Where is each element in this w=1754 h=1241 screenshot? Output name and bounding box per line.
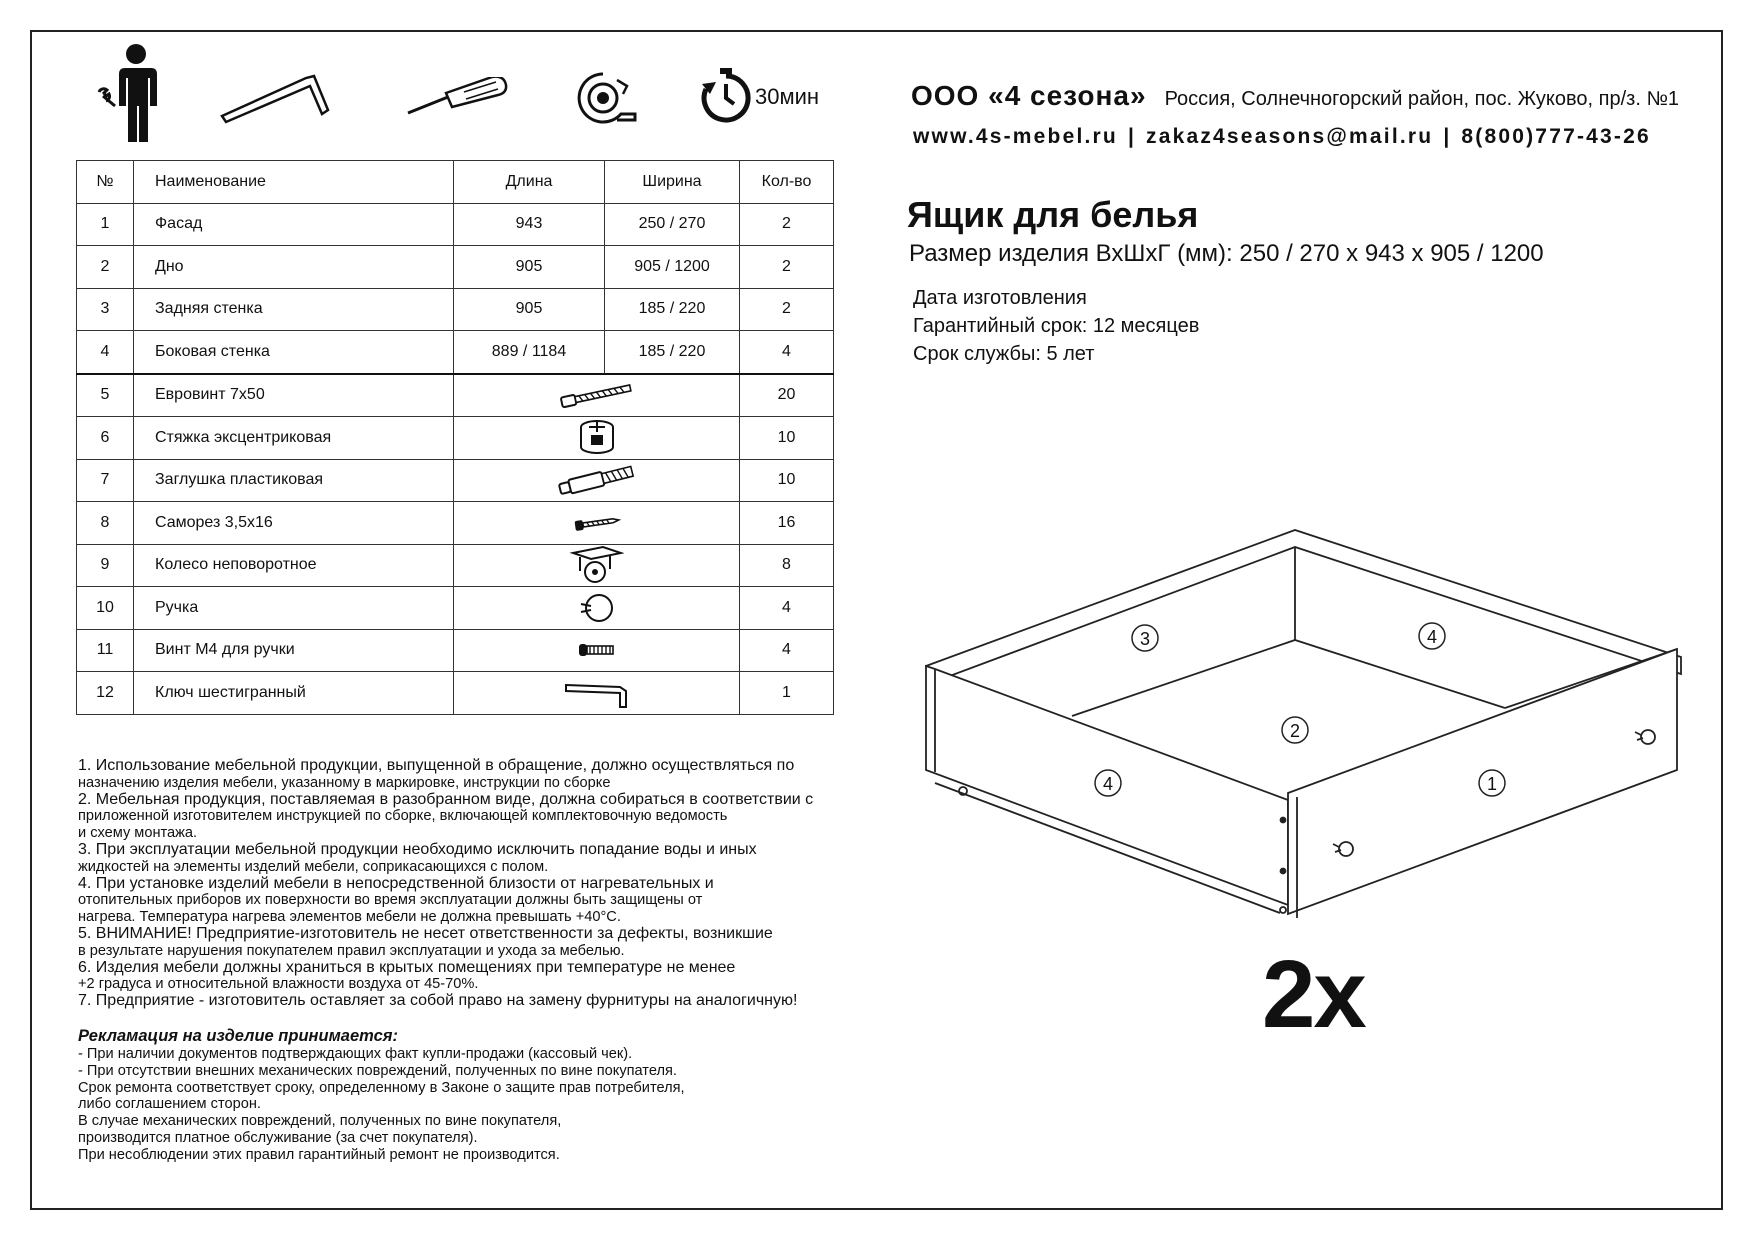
note-line: отопительных приборов их поверхности во время эксплуатации должны быть защищены от bbox=[78, 892, 703, 909]
product-title: Ящик для белья bbox=[907, 194, 1199, 235]
row-num: 12 bbox=[77, 672, 134, 715]
note-line: 7. Предприятие - изготовитель оставляет за собой право на замену фурнитуры на аналогичную! bbox=[78, 992, 798, 1010]
contact-separator: | bbox=[1127, 125, 1137, 148]
row-name: Ключ шестигранный bbox=[134, 672, 454, 715]
row-qty: 1 bbox=[740, 672, 834, 715]
row-num: 10 bbox=[77, 587, 134, 630]
hex-key-icon bbox=[564, 677, 630, 709]
row-name: Ручка bbox=[134, 587, 454, 630]
row-name: Заглушка пластиковая bbox=[134, 459, 454, 502]
company-name: ООО «4 сезона» bbox=[911, 80, 1147, 111]
row-qty: 16 bbox=[740, 502, 834, 545]
row-icon-cell bbox=[454, 502, 740, 545]
row-num: 5 bbox=[77, 374, 134, 417]
email-link[interactable]: zakaz4seasons@mail.ru bbox=[1146, 125, 1434, 148]
row-num: 7 bbox=[77, 459, 134, 502]
company-header bbox=[911, 80, 1679, 112]
tape-measure-icon bbox=[573, 70, 643, 125]
note-line: в результате нарушения покупателем правил эксплуатации и ухода за мебелью. bbox=[78, 942, 625, 959]
website-link[interactable]: www.4s-mebel.ru bbox=[913, 125, 1118, 148]
knob-handle-icon bbox=[579, 592, 615, 624]
claims-line: - При отсутствии внешних механических повреждений, полученных по вине покупателя. bbox=[78, 1062, 677, 1079]
row-width: 185 / 220 bbox=[605, 288, 740, 331]
warranty-period: Гарантийный срок: 12 месяцев bbox=[913, 315, 1200, 337]
callout-label: 4 bbox=[1426, 627, 1438, 647]
note-line: 4. При установке изделий мебели в непосредственной близости от нагревательных и bbox=[78, 874, 714, 892]
note-line: назначению изделия мебели, указанному в маркировке, инструкции по сборке bbox=[78, 774, 611, 791]
note-line: 1. Использование мебельной продукции, выпущенной в обращение, должно осуществляться по bbox=[78, 757, 795, 774]
header-width: Ширина bbox=[605, 161, 740, 204]
row-name: Саморез 3,5х16 bbox=[134, 502, 454, 545]
row-name: Фасад bbox=[134, 203, 454, 246]
assembly-time: 30мин bbox=[755, 84, 820, 109]
row-icon-cell bbox=[454, 417, 740, 460]
table-header-row bbox=[77, 161, 834, 204]
allen-key-tool-icon bbox=[218, 70, 333, 125]
screwdriver-icon bbox=[404, 77, 509, 117]
row-length: 905 bbox=[454, 246, 605, 289]
claims-text bbox=[78, 1046, 685, 1164]
row-num: 8 bbox=[77, 502, 134, 545]
callout-label: 2 bbox=[1289, 721, 1301, 741]
row-name: Дно bbox=[134, 246, 454, 289]
row-width: 250 / 270 bbox=[605, 203, 740, 246]
callout-label: 1 bbox=[1486, 774, 1498, 794]
company-contacts bbox=[913, 125, 1651, 149]
note-line: 3. При эксплуатации мебельной продукции необходимо исключить попадание воды и иных bbox=[78, 840, 757, 858]
note-line: 5. ВНИМАНИЕ! Предприятие-изготовитель не несет ответственности за дефекты, возникшие bbox=[78, 924, 773, 942]
phone-number: 8(800)777-43-26 bbox=[1461, 125, 1651, 148]
row-qty: 2 bbox=[740, 203, 834, 246]
row-qty: 10 bbox=[740, 459, 834, 502]
row-icon-cell bbox=[454, 629, 740, 672]
row-name: Боковая стенка bbox=[134, 331, 454, 374]
row-num: 11 bbox=[77, 629, 134, 672]
claims-line: - При наличии документов подтверждающих факт купли-продажи (кассовый чек). bbox=[78, 1046, 633, 1062]
note-line: 2. Мебельная продукция, поставляемая в разобранном виде, должна собираться в соответствии с bbox=[78, 790, 814, 808]
note-line: и схему монтажа. bbox=[78, 825, 198, 842]
company-address: Россия, Солнечногорский район, пос. Жуково, пр/з. №1 bbox=[1164, 88, 1680, 110]
row-qty: 2 bbox=[740, 246, 834, 289]
callout-label: 3 bbox=[1139, 629, 1151, 649]
set-quantity: 2x bbox=[1262, 941, 1365, 1048]
table-row bbox=[77, 672, 834, 715]
row-num: 6 bbox=[77, 417, 134, 460]
note-line: жидкостей на элементы изделий мебели, соприкасающихся с полом. bbox=[78, 858, 549, 875]
row-qty: 8 bbox=[740, 544, 834, 587]
manufacture-date: Дата изготовления bbox=[913, 287, 1087, 309]
table-row bbox=[77, 502, 834, 545]
row-name: Задняя стенка bbox=[134, 288, 454, 331]
product-info bbox=[913, 284, 1199, 368]
row-qty: 4 bbox=[740, 629, 834, 672]
row-num: 3 bbox=[77, 288, 134, 331]
table-row bbox=[77, 288, 834, 331]
row-num: 1 bbox=[77, 203, 134, 246]
table-row bbox=[77, 544, 834, 587]
contact-separator: | bbox=[1443, 125, 1452, 148]
row-icon-cell bbox=[454, 374, 740, 417]
callout-label: 4 bbox=[1102, 774, 1114, 794]
table-row bbox=[77, 417, 834, 460]
table-row bbox=[77, 459, 834, 502]
row-icon-cell bbox=[454, 544, 740, 587]
header-name: Наименование bbox=[134, 161, 454, 204]
table-row bbox=[77, 629, 834, 672]
parts-table bbox=[76, 160, 834, 715]
row-name: Колесо неповоротное bbox=[134, 544, 454, 587]
product-size: Размер изделия ВхШхГ (мм): 250 / 270 х 943 х 905 / 1200 bbox=[909, 240, 1544, 267]
row-icon-cell bbox=[454, 459, 740, 502]
service-life: Срок службы: 5 лет bbox=[913, 343, 1095, 365]
table-row bbox=[77, 331, 834, 374]
claims-line: В случае механических повреждений, полученных по вине покупателя, bbox=[78, 1113, 562, 1130]
drawer-assembly-drawing bbox=[905, 520, 1685, 955]
wood-screw-icon bbox=[572, 513, 622, 533]
cam-lock-icon bbox=[577, 419, 617, 457]
row-name: Стяжка эксцентриковая bbox=[134, 417, 454, 460]
row-qty: 10 bbox=[740, 417, 834, 460]
m4-screw-icon bbox=[576, 640, 618, 660]
assembler-person-icon bbox=[95, 42, 165, 147]
row-length: 943 bbox=[454, 203, 605, 246]
table-row bbox=[77, 374, 834, 417]
note-line: нагрева. Температура нагрева элементов мебели не должна превышать +40°С. bbox=[78, 909, 621, 926]
row-qty: 4 bbox=[740, 587, 834, 630]
header-num: № bbox=[77, 161, 134, 204]
row-num: 4 bbox=[77, 331, 134, 374]
row-width: 905 / 1200 bbox=[605, 246, 740, 289]
row-length: 889 / 1184 bbox=[454, 331, 605, 374]
note-line: приложенной изготовителем инструкцией по сборке, включающей комплектовочную ведомость bbox=[78, 808, 728, 825]
row-name: Винт М4 для ручки bbox=[134, 629, 454, 672]
eurobolt-icon bbox=[557, 382, 637, 408]
claims-line: Срок ремонта соответствует сроку, определенному в Законе о защите прав потребителя, bbox=[78, 1079, 685, 1096]
row-name: Евровинт 7х50 bbox=[134, 374, 454, 417]
caster-wheel-icon bbox=[570, 545, 624, 585]
row-icon-cell bbox=[454, 672, 740, 715]
header-qty: Кол-во bbox=[740, 161, 834, 204]
usage-notes bbox=[78, 758, 838, 1010]
note-line: 6. Изделия мебели должны храниться в крытых помещениях при температуре не менее bbox=[78, 958, 736, 976]
row-qty: 20 bbox=[740, 374, 834, 417]
note-line: +2 градуса и относительной влажности воздуха от 45-70%. bbox=[78, 976, 479, 993]
row-qty: 4 bbox=[740, 331, 834, 374]
table-row bbox=[77, 587, 834, 630]
row-num: 2 bbox=[77, 246, 134, 289]
table-row bbox=[77, 246, 834, 289]
dowel-icon bbox=[555, 464, 639, 496]
row-icon-cell bbox=[454, 587, 740, 630]
claims-line: либо соглашением сторон. bbox=[78, 1096, 261, 1113]
row-num: 9 bbox=[77, 544, 134, 587]
claims-title: Рекламация на изделие принимается: bbox=[78, 1027, 398, 1045]
header-length: Длина bbox=[454, 161, 605, 204]
table-row bbox=[77, 203, 834, 246]
row-width: 185 / 220 bbox=[605, 331, 740, 374]
stopwatch-icon bbox=[700, 66, 755, 124]
claims-line: При несоблюдении этих правил гарантийный ремонт не производится. bbox=[78, 1146, 560, 1163]
row-qty: 2 bbox=[740, 288, 834, 331]
row-length: 905 bbox=[454, 288, 605, 331]
claims-line: производится платное обслуживание (за счет покупателя). bbox=[78, 1129, 478, 1146]
